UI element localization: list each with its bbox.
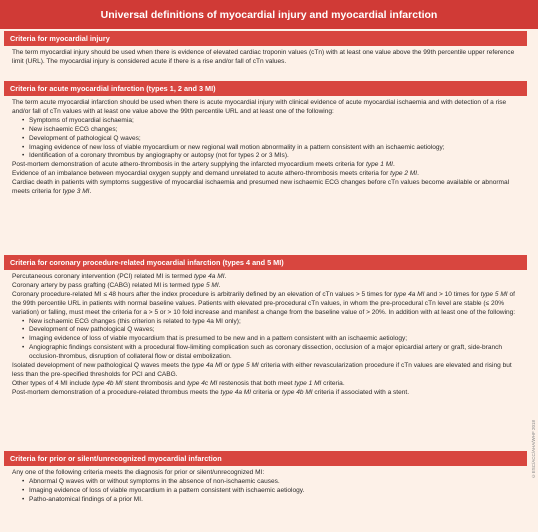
text-span: Post-mortem demonstration of a procedure-related thrombus meets the	[12, 388, 221, 396]
injury-definition: The term myocardial injury should be used when there is evidence of elevated cardiac troponin values (cTn) with at least one value above the 99th percentile upper reference limit (URL). The myocardial injury is considered acute if there is a rise and/or fall of cTn values.	[12, 49, 515, 65]
list-item: • New ischaemic ECG changes;	[22, 126, 519, 135]
text-span: of the 99th percentile URL in patients with normal baseline values. Patients with elevated pre-procedural cTn values, in whom the pre-procedural cTn level are stable (≤ 20% variation) or falling, must meet the criteria for a > 5 or > 10 fold increase and manifest a change from the baseline value of > 20%. In addition with at least one of the following:	[12, 290, 516, 316]
list-item: • Patho-anatomical findings of a prior MI.	[22, 496, 519, 505]
pci-criteria	[12, 273, 519, 282]
post-mortem-procedural	[12, 389, 519, 398]
prior-mi-intro: Any one of the following criteria meets the diagnosis for prior or silent/unrecognized MI:	[12, 469, 265, 476]
section-body-prior-mi	[4, 466, 527, 528]
text-span: Coronary artery by pass grafting (CABG) related MI is termed	[12, 281, 192, 289]
type1-criteria	[12, 161, 519, 170]
procedural-definition	[12, 291, 519, 318]
cabg-criteria	[12, 282, 519, 291]
mi-type-label: type 4a MI	[393, 290, 425, 298]
acute-mi-intro: The term acute myocardial infarction should be used when there is acute myocardial injury with clinical evidence of acute myocardial ischaemia and with detection of a rise and/or fall of cTn values with at least one value above the 99th percentile URL and at least one of the following:	[12, 99, 507, 115]
text-span: .	[218, 281, 221, 289]
list-item: • Development of new pathological Q waves;	[22, 326, 519, 335]
text-span: Isolated development of new pathological Q waves meets the	[12, 362, 192, 370]
mi-type-label: type 4b MI	[92, 379, 123, 387]
mi-type-label: type 2 MI	[390, 170, 418, 178]
text-span: Post-mortem demonstration of acute athero-thrombosis in the artery supplying the infarcted myocardium meets criteria for	[12, 161, 367, 169]
mi-type-label: type 5 MI	[231, 362, 259, 370]
text-span: Cardiac death in patients with symptoms suggestive of myocardial ischaemia and presumed new ischaemic ECG changes before cTn values become available or abnormal meets criteria for	[12, 179, 510, 196]
text-span: Other types of 4 MI include	[12, 379, 93, 387]
mi-type-label: type 5 MI	[480, 290, 508, 298]
section-heading-acute-mi: Criteria for acute myocardial infarction (types 1, 2 and 3 MI)	[4, 81, 527, 96]
section-heading-procedural-mi: Criteria for coronary procedure-related myocardial infarction (types 4 and 5 MI)	[4, 255, 527, 270]
mi-type-label: type 1 MI	[294, 379, 322, 387]
type3-criteria	[12, 179, 519, 197]
mi-type-label: type 4a MI	[191, 362, 223, 370]
text-span: criteria with either revascularization procedure if cTn values are elevated and rising but less than the pre-specified thresholds for PCI and CABG.	[12, 362, 512, 378]
text-span: Evidence of an imbalance between myocardial oxygen supply and demand unrelated to acute athero-thrombosis meets criteria for	[12, 170, 391, 178]
section-heading-injury: Criteria for myocardial injury	[4, 31, 527, 46]
section-body-acute-mi	[4, 96, 527, 252]
text-span: criteria if associated with a stent.	[312, 388, 410, 396]
text-span: criteria.	[321, 379, 345, 387]
mi-type-label: type 4b MI	[282, 388, 313, 396]
list-item: • Abnormal Q waves with or without symptoms in the absence of non-ischaemic causes.	[22, 478, 519, 487]
mi-type-label: type 4a MI	[220, 388, 252, 396]
list-item: • Imaging evidence of new loss of viable myocardium or new regional wall motion abnormality in a pattern consistent with an ischaemic aetiology;	[22, 144, 519, 153]
page-title: Universal definitions of myocardial injury and myocardial infarction	[0, 0, 538, 29]
copyright-note: ©ESC/ACC/AHA/WHF 2018	[531, 420, 536, 479]
text-span: or	[222, 362, 232, 370]
list-item: • Symptoms of myocardial ischaemia;	[22, 117, 519, 126]
list-item: • Angiographic findings consistent with a procedural flow-limiting complication such as coronary dissection, occlusion of a major epicardial artery or graft, side-branch occlusion-thrombus, disruption of collateral flow or distal embolization.	[22, 344, 519, 362]
mi-type-label: type 5 MI	[191, 281, 219, 289]
text-span: .	[392, 161, 395, 169]
section-body-injury	[4, 46, 527, 79]
mi-type-label: type 4c MI	[187, 379, 218, 387]
text-span: .	[89, 188, 92, 196]
list-item: • Imaging evidence of loss of viable myocardium that is presumed to be new and in a pattern consistent with an ischaemic aetiology;	[22, 335, 519, 344]
list-item: • New ischaemic ECG changes (this criterion is related to type 4a MI only);	[22, 318, 519, 327]
text-span: Percutaneous coronary intervention (PCI) related MI is termed	[12, 273, 194, 280]
list-item: • Development of pathological Q waves;	[22, 135, 519, 144]
text-span: criteria or	[251, 388, 283, 396]
procedural-criteria-list	[12, 318, 519, 363]
section-heading-prior-mi: Criteria for prior or silent/unrecognized myocardial infarction	[4, 451, 527, 466]
acute-mi-criteria-list	[12, 117, 519, 162]
mi-type-label: type 4a MI	[193, 273, 225, 280]
mi-type-label: type 3 MI	[62, 188, 90, 196]
text-span: and > 10 times for	[424, 290, 481, 298]
text-span: restenosis that both meet	[217, 379, 295, 387]
prior-mi-criteria-list	[12, 478, 519, 505]
type2-criteria	[12, 170, 519, 179]
text-span: .	[417, 170, 419, 178]
list-item: • Imaging evidence of loss of viable myocardium in a pattern consistent with ischaemic aetiology.	[22, 487, 519, 496]
text-span: Coronary procedure-related MI ≤ 48 hours after the index procedure is arbitrarily defined by an elevation of cTn values > 5 times for	[12, 290, 394, 298]
isolated-q-waves	[12, 362, 519, 380]
text-span: stent thrombosis and	[122, 379, 188, 387]
list-item: • Identification of a coronary thrombus by angiography or autopsy (not for types 2 or 3 MIs).	[22, 152, 519, 161]
mi-type-label: type 1 MI	[366, 161, 393, 169]
section-body-procedural-mi	[4, 270, 527, 446]
other-type4	[12, 380, 519, 389]
text-span: .	[224, 273, 227, 280]
